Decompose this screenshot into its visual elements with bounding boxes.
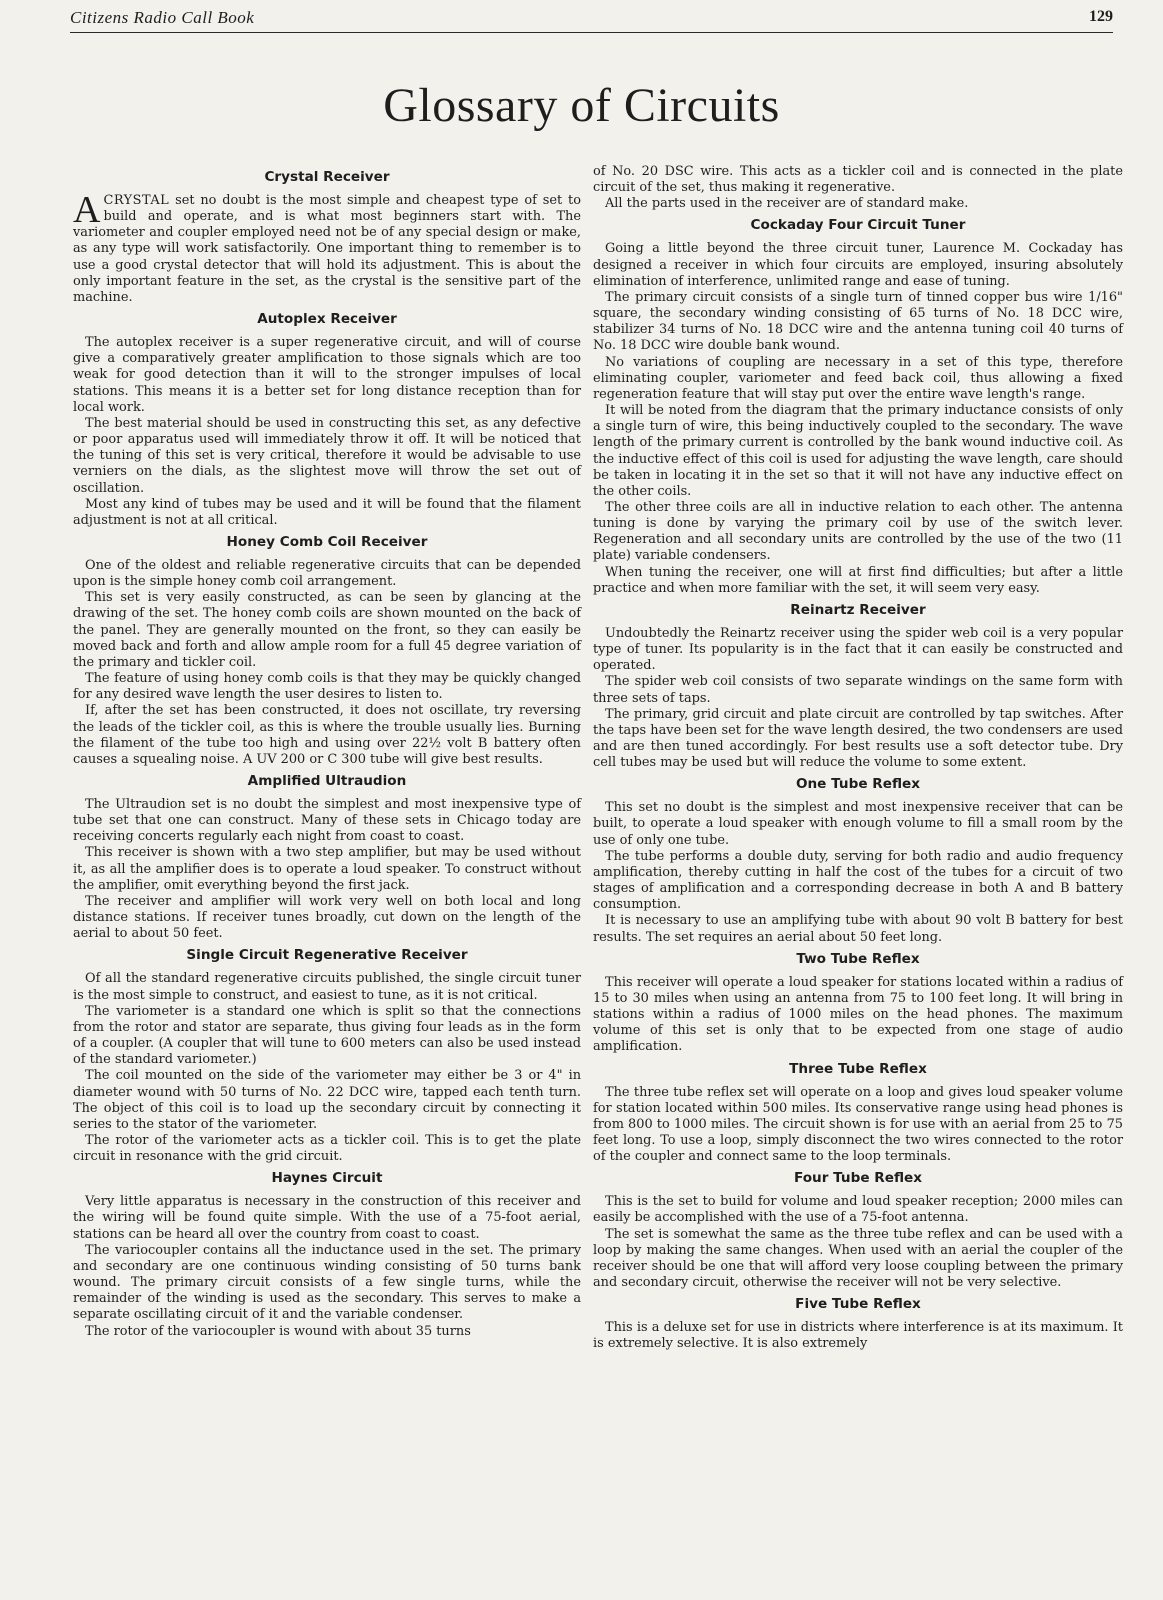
paragraph: When tuning the receiver, one will at first find difficulties; but after a little practice and when more familiar with the set, it will seem very easy. bbox=[593, 564, 1123, 596]
left-column bbox=[73, 164, 581, 1340]
paragraph: The receiver and amplifier will work very well on both local and long distance stations. If receiver tunes broadly, cut down on the length of the aerial to about 50 feet. bbox=[73, 893, 581, 942]
drop-cap: A bbox=[73, 189, 101, 231]
section-heading: Honey Comb Coil Receiver bbox=[226, 533, 428, 550]
section-heading: Crystal Receiver bbox=[264, 169, 390, 185]
paragraph: Very little apparatus is necessary in the construction of this receiver and the wiring will be found quite simple. With the use of a 75-foot aerial, stations can be heard all over the country from coast to coast. bbox=[73, 1194, 581, 1242]
section-reinartz-receiver bbox=[593, 601, 1123, 771]
paragraph: The three tube reflex set will operate on a loop and gives loud speaker volume for station located within 500 miles. Its conservative range using head phones is from 800 to 1000 miles. The circuit shown is for use with an aerial from 25 to 75 feet long. To use a loop, simply disconnect the two wires connected to the rotor of the coupler and connect same to the loop terminals. bbox=[593, 1084, 1123, 1165]
paragraph: Most any kind of tubes may be used and it will be found that the filament adjustment is not at all critical. bbox=[73, 496, 581, 528]
paragraph: The autoplex receiver is a super regenerative circuit, and will of course give a comparatively greater amplification to those signals which are too weak for good detection than it will to the stronger impulses of local stations. This means it is a better set for long distance reception than for local work. bbox=[73, 335, 581, 415]
paragraph: One of the oldest and reliable regenerative circuits that can be depended upon is the simple honey comb coil arrangement. bbox=[73, 557, 581, 590]
section-five-tube-reflex bbox=[593, 1295, 1123, 1352]
section-heading: Five Tube Reflex bbox=[795, 1296, 921, 1313]
paragraph: It is necessary to use an amplifying tube with about 90 volt B battery for best results. The set requires an aerial about 50 feet long. bbox=[593, 913, 1123, 945]
section-heading: Two Tube Reflex bbox=[796, 950, 920, 967]
section-one-tube-reflex bbox=[593, 775, 1123, 945]
paragraph: The other three coils are all in inductive relation to each other. The antenna tuning is done by varying the primary coil by use of the switch lever. Regeneration and all secondary units are controlled by the use of the two (11 plate) variable condensers. bbox=[593, 499, 1123, 564]
paragraph: The variocoupler contains all the inductance used in the set. The primary and secondary are one continuous winding consisting of 50 turns bank wound. The primary circuit consists of a few single turns, while the remainder of the winding is used as the secondary. This serves to make a separate oscillating circuit of it and the variable condenser. bbox=[73, 1242, 581, 1323]
paragraph: If, after the set has been constructed, it does not oscillate, try reversing the leads of the tickler coil, as this is where the trouble usually lies. Burning the filament of the tube too high and using over 22½ volt B battery often causes a squealing noise. A UV 200 or C 300 tube will give best results. bbox=[73, 703, 581, 767]
section-heading: Three Tube Reflex bbox=[789, 1060, 927, 1077]
paragraph: Undoubtedly the Reinartz receiver using the spider web coil is a very popular type of tuner. Its popularity is in the fact that it can easily be constructed and operated. bbox=[593, 625, 1123, 674]
paragraph: The Ultraudion set is no doubt the simplest and most inexpensive type of tube set that one can construct. Many of these sets in Chicago today are receiving concerts regularly each night from coast to coast. bbox=[73, 797, 581, 845]
paragraph: The set is somewhat the same as the three tube reflex and can be used with a loop by making the same changes. When used with an aerial the coupler of the receiver should be one that will afford very loose coupling between the primary and secondary circuit, otherwise the receiver will not be very selective. bbox=[593, 1226, 1123, 1291]
lead-word: CRYSTAL bbox=[103, 193, 170, 208]
paragraph: The tube performs a double duty, serving for both radio and audio frequency amplification, thereby cutting in half the cost of the tubes for a circuit of two stages of amplification and a corresponding decrease in both A and B battery consumption. bbox=[593, 848, 1123, 913]
paragraph: It will be noted from the diagram that the primary inductance consists of only a single turn of wire, this being inductively coupled to the secondary. The wave length of the primary current is controlled by the bank wound inductive coil. As the inductive effect of this coil is used for adjusting the wave length, care should be taken in locating it in the set so that it will not have any inductive effect on the other coils. bbox=[593, 403, 1123, 499]
paragraph: This receiver is shown with a two step amplifier, but may be used without it, as all the amplifier does is to operate a loud speaker. To construct without the amplifier, omit everything beyond the first jack. bbox=[73, 845, 581, 893]
section-heading: Amplified Ultraudion bbox=[247, 773, 407, 789]
section-heading: Cockaday Four Circuit Tuner bbox=[750, 217, 966, 234]
section-three-tube-reflex bbox=[593, 1060, 1123, 1166]
paragraph: The spider web coil consists of two separate windings on the same form with three sets of taps. bbox=[593, 674, 1123, 706]
paragraph bbox=[73, 189, 581, 306]
section-crystal-receiver bbox=[73, 168, 581, 306]
paragraph: The rotor of the variocoupler is wound with about 35 turns bbox=[85, 1323, 471, 1339]
paragraph: This set is very easily constructed, as can be seen by glancing at the drawing of the set. The honey comb coils are shown mounted on the back of the panel. They are generally mounted on the front, so they can easily be moved back and forth and allow ample room for a full 45 degree variation of the primary and tickler coil. bbox=[73, 590, 581, 670]
paragraph: Of all the standard regenerative circuits published, the single circuit tuner is the most simple to construct, and easiest to tune, as it is not critical. bbox=[73, 971, 581, 1003]
section-heading: One Tube Reflex bbox=[795, 776, 921, 793]
paragraph: Going a little beyond the three circuit tuner, Laurence M. Cockaday has designed a receiver in which four circuits are employed, insuring absolutely elimination of interference, unlimited range and ease of tuning. bbox=[593, 241, 1123, 289]
section-haynes-circuit-continued bbox=[593, 164, 1123, 212]
paragraph: The variometer is a standard one which is split so that the connections from the rotor and stator are separate, thus giving four leads as in the form of a coupler. (A coupler that will tune to 600 meters can also be used instead of the standard variometer.) bbox=[73, 1003, 581, 1068]
paragraph: The best material should be used in constructing this set, as any defective or poor apparatus used will immediately throw it off. It will be noticed that the tuning of this set is very critical, therefore it would be advisable to use verniers on the dials, as the slightest move will throw the set out of oscillation. bbox=[73, 415, 581, 496]
book-title: Citizens Radio Call Book bbox=[70, 8, 255, 27]
page-number: 129 bbox=[1089, 8, 1113, 25]
section-heading: Single Circuit Regenerative Receiver bbox=[186, 947, 468, 964]
section-cockaday-four-circuit-tuner bbox=[593, 216, 1123, 596]
paragraph-text: set no doubt is the most simple and cheapest type of set to build and operate, and is what most beginners start with. The variometer and coupler employed need not be of any special design or make, as any type will work satisfactorily. One important thing to remember is to use a good crystal detector that will hold its adjustment. This is about the only important feature in the set, as the crystal is the sensitive part of the machine. bbox=[73, 193, 581, 305]
section-heading: Haynes Circuit bbox=[271, 1170, 383, 1187]
section-two-tube-reflex bbox=[593, 950, 1123, 1056]
paragraph: This is a deluxe set for use in districts where interference is at its maximum. It is extremely selective. It is also extremely bbox=[593, 1320, 1123, 1352]
running-head bbox=[70, 4, 1113, 33]
section-heading: Autoplex Receiver bbox=[257, 311, 397, 328]
section-heading: Four Tube Reflex bbox=[793, 1170, 923, 1187]
section-amplified-ultraudion bbox=[73, 772, 581, 942]
section-four-tube-reflex bbox=[593, 1169, 1123, 1291]
right-column bbox=[593, 164, 1123, 1353]
paragraph: of No. 20 DSC wire. This acts as a tickler coil and is connected in the plate circuit of the set, thus making it regenerative. bbox=[593, 164, 1123, 196]
page-title: Glossary of Circuits bbox=[383, 79, 780, 132]
paragraph: No variations of coupling are necessary in a set of this type, therefore eliminating coupler, variometer and feed back coil, thus allowing a fixed regeneration feature that will stay put over the entire wave length's range. bbox=[593, 354, 1123, 402]
section-honey-comb-coil-receiver bbox=[73, 533, 581, 768]
paragraph: The primary circuit consists of a single turn of tinned copper bus wire 1/16" square, the secondary winding consisting of 65 turns of No. 18 DCC wire, stabilizer 34 turns of No. 18 DCC wire and the antenna tuning coil 40 turns of No. 18 DCC wire double bank wound. bbox=[593, 289, 1123, 354]
paragraph: This set no doubt is the simplest and most inexpensive receiver that can be built, to operate a loud speaker with enough volume to fill a small room by the use of only one tube. bbox=[593, 800, 1123, 848]
section-single-circuit-regenerative-receiver bbox=[73, 946, 581, 1165]
paragraph: The rotor of the variometer acts as a tickler coil. This is to get the plate circuit in resonance with the grid circuit. bbox=[73, 1132, 581, 1165]
section-heading: Reinartz Receiver bbox=[790, 601, 926, 618]
paragraph: All the parts used in the receiver are of standard make. bbox=[605, 196, 969, 212]
paragraph: The coil mounted on the side of the variometer may either be 3 or 4" in diameter wound with 50 turns of No. 22 DCC wire, tapped each tenth turn. The object of this coil is to load up the secondary circuit by connecting it series to the stator of the variometer. bbox=[73, 1068, 581, 1132]
paragraph: This receiver will operate a loud speaker for stations located within a radius of 15 to 30 miles when using an antenna from 75 to 100 feet long. It will bring in stations within a radius of 1000 miles on the head phones. The maximum volume of this set is only that to be expected from one stage of audio amplification. bbox=[593, 974, 1123, 1055]
paragraph: The primary, grid circuit and plate circuit are controlled by tap switches. After the taps have been set for the wave length desired, the two condensers are used and are then tuned accordingly. For best results use a soft detector tube. Dry cell tubes may be used but will reduce the volume to some extent. bbox=[593, 706, 1123, 771]
section-autoplex-receiver bbox=[73, 310, 581, 529]
paragraph: This is the set to build for volume and loud speaker reception; 2000 miles can easily be accomplished with the use of a 75-foot antenna. bbox=[593, 1194, 1123, 1226]
paragraph: The feature of using honey comb coils is that they may be quickly changed for any desired wave length the user desires to listen to. bbox=[73, 671, 581, 703]
section-haynes-circuit bbox=[73, 1169, 581, 1339]
